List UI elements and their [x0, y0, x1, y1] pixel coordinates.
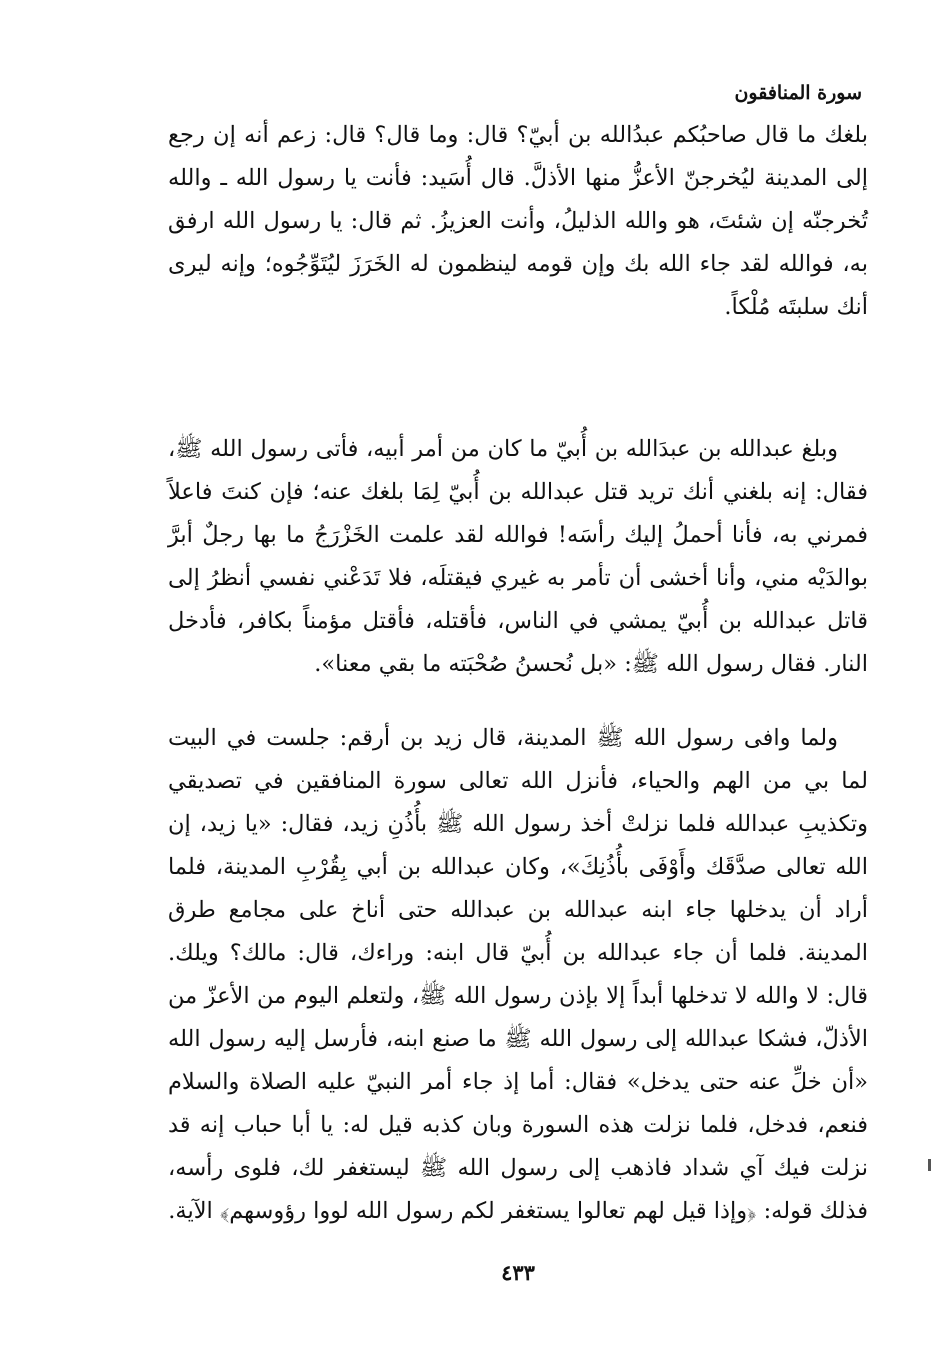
paragraph-text: بلغك ما قال صاحبُكم عبدُالله بن أبيّ؟ قال: وما قال؟ قال: زعم أنه إن رجع إلى المدينة ليُخرجنّ الأعزُّ منها الأذلَّ. قال أُسَيد: فأنت يا رسول الله ـ والله تُخرجنّه إن شئتَ، هو والله الذليلُ، وأنت العزيزُ. ثم قال: يا رسول الله ارفق به، فوالله لقد جاء الله بك وإن قومه لينظمون له الخَرَزَ ليُتَوِّجُوه؛ وإنه ليرى أنك سلبتَه مُلْكاً.	[168, 122, 868, 320]
paragraph-text: ولما وافى رسول الله ﷺ المدينة، قال زيد بن أرقم: جلست في البيت لما بي من الهم والحياء، فأنزل الله تعالى سورة المنافقين في تصديقي وتكذيبِ عبدالله فلما نزلتْ أخذ رسول الله ﷺ بأُذُنِ زيد، فقال: «يا زيد، إن الله تعالى صدَّقَك وأَوْفَى بأُذُنِكَ»، وكان عبدالله بن أبي بِقُرْبِ المدينة، فلما أراد أن يدخلها جاء ابنه عبدالله بن عبدالله حتى أناخ على مجامع طرق المدينة. فلما أن جاء عبدالله بن أُبيّ قال ابنه: وراءك، قال: مالك؟ ويلك. قال: لا والله لا تدخلها أبداً إلا بإذن رسول الله ﷺ، ولتعلم اليوم من الأعزّ من الأذلّ، فشكا عبدالله إلى رسول الله ﷺ ما صنع ابنه، فأرسل إليه رسول الله «أن خلِّ عنه حتى يدخل» فقال: أما إذ جاء أمر النبيّ عليه الصلاة والسلام فنعم، فدخل، فلما نزلت هذه السورة وبان كذبه قيل له: يا أبا حباب إنه قد نزلت فيك آي شداد فاذهب إلى رسول الله ﷺ ليستغفر لك، فلوى رأسه، فذلك قوله: ﴿وإذا قيل لهم تعالوا يستغفر لكم رسول الله لووا رؤوسهم﴾ الآية.	[168, 725, 868, 1224]
paragraph-2	[168, 428, 868, 686]
paragraph-1	[168, 114, 868, 329]
paragraph-3	[168, 717, 868, 1233]
book-page	[168, 72, 868, 1312]
margin-mark	[928, 1159, 931, 1171]
paragraph-text: وبلغ عبدالله بن عبدَالله بن أُبيّ ما كان من أمر أبيه، فأتى رسول الله ﷺ، فقال: إنه بلغني أنك تريد قتل عبدالله بن أُبيّ لِمَا بلغك عنه؛ فإن كنتَ فاعلاً فمرني به، فأنا أحملُ إليك رأسَه! فوالله لقد علمت الخَزْرَجُ ما بها رجلٌ أبرَّ بوالدَيْه مني، وأنا أخشى أن تأمر به غيري فيقتلَه، فلا تَدَعْني نفسي أنظرُ إلى قاتل عبدالله بن أُبيّ يمشي في الناس، فأقتله، فأقتل مؤمناً بكافر، فأدخل النار. فقال رسول الله ﷺ: «بل نُحسنُ صُحْبَته ما بقي معنا».	[168, 436, 868, 677]
page-number: ٤٣٣	[501, 1260, 535, 1285]
running-header: سورة المنافقون	[734, 82, 862, 104]
